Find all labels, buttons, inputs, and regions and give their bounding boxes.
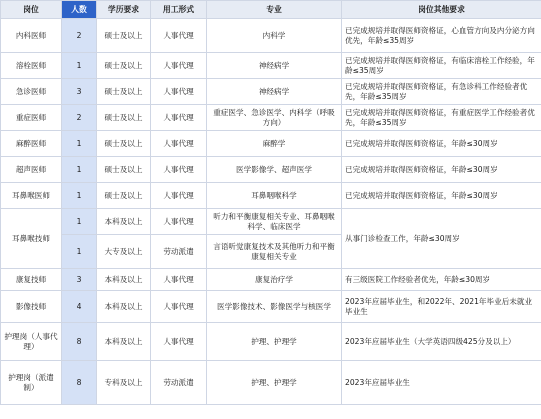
employment-form-cell: 劳动派遣 [151, 361, 207, 405]
education-cell: 硕士及以上 [97, 53, 151, 79]
position-cell: 耳鼻喉医师 [1, 183, 62, 209]
table-row [1, 323, 541, 361]
other-requirements-cell: 已完成规培并取得医师资格证，有急诊科工作经验者优先，年龄≤35周岁 [342, 79, 541, 105]
table-row [1, 105, 541, 131]
employment-form-cell: 人事代理 [151, 53, 207, 79]
table-row [1, 209, 541, 235]
other-requirements-cell: 2023年应届毕业生 [342, 361, 541, 405]
other-requirements-cell: 已完成规培并取得医师资格证，有重症医学工作经验者优先，年龄≤35周岁 [342, 105, 541, 131]
major-cell: 听力和平衡康复相关专业、耳鼻咽喉科学、临床医学 [207, 209, 342, 235]
education-cell: 本科及以上 [97, 209, 151, 235]
headcount-cell: 1 [62, 53, 97, 79]
employment-form-cell: 劳动派遣 [151, 235, 207, 269]
employment-form-cell: 人事代理 [151, 105, 207, 131]
education-cell: 本科及以上 [97, 323, 151, 361]
position-cell: 超声医师 [1, 157, 62, 183]
position-cell: 影像技师 [1, 291, 62, 323]
major-cell: 医学影像技术、影像医学与核医学 [207, 291, 342, 323]
headcount-cell: 8 [62, 361, 97, 405]
header-education: 学历要求 [97, 1, 151, 19]
headcount-cell: 1 [62, 157, 97, 183]
education-cell: 硕士及以上 [97, 183, 151, 209]
major-cell: 神经病学 [207, 53, 342, 79]
position-cell: 溶栓医师 [1, 53, 62, 79]
employment-form-cell: 人事代理 [151, 291, 207, 323]
position-cell: 康复技师 [1, 269, 62, 291]
table-row [1, 157, 541, 183]
major-cell: 耳鼻咽喉科学 [207, 183, 342, 209]
major-cell: 护理、护理学 [207, 323, 342, 361]
other-requirements-cell: 从事门诊检查工作，年龄≤30周岁 [342, 209, 541, 269]
employment-form-cell: 人事代理 [151, 209, 207, 235]
employment-form-cell: 人事代理 [151, 131, 207, 157]
headcount-cell: 1 [62, 183, 97, 209]
employment-form-cell: 人事代理 [151, 183, 207, 209]
table-row [1, 361, 541, 405]
major-cell: 麻醉学 [207, 131, 342, 157]
position-cell: 护理岗（人事代理） [1, 323, 62, 361]
table-row [1, 19, 541, 53]
major-cell: 康复治疗学 [207, 269, 342, 291]
headcount-cell: 3 [62, 79, 97, 105]
education-cell: 硕士及以上 [97, 157, 151, 183]
major-cell: 重症医学、急诊医学、内科学（呼吸方向） [207, 105, 342, 131]
header-employment-form: 用工形式 [151, 1, 207, 19]
headcount-cell: 4 [62, 291, 97, 323]
education-cell: 硕士及以上 [97, 105, 151, 131]
header-other-requirements: 岗位其他要求 [342, 1, 541, 19]
headcount-cell: 1 [62, 131, 97, 157]
position-cell: 麻醉医师 [1, 131, 62, 157]
other-requirements-cell: 已完成规培并取得医师资格证，心血管方向及内分泌方向优先，年龄≤35周岁 [342, 19, 541, 53]
table-row [1, 53, 541, 79]
major-cell: 护理、护理学 [207, 361, 342, 405]
table-row [1, 291, 541, 323]
table-row [1, 79, 541, 105]
education-cell: 硕士及以上 [97, 131, 151, 157]
table-row [1, 183, 541, 209]
major-cell: 言语听觉康复技术及其他听力和平衡康复相关专业 [207, 235, 342, 269]
other-requirements-cell: 已完成规培并取得医师资格证，年龄≤30周岁 [342, 157, 541, 183]
headcount-cell: 2 [62, 19, 97, 53]
employment-form-cell: 人事代理 [151, 79, 207, 105]
table-row [1, 269, 541, 291]
position-cell: 耳鼻喉技师 [1, 209, 62, 269]
education-cell: 大专及以上 [97, 235, 151, 269]
position-cell: 急诊医师 [1, 79, 62, 105]
education-cell: 本科及以上 [97, 269, 151, 291]
employment-form-cell: 人事代理 [151, 19, 207, 53]
headcount-cell: 8 [62, 323, 97, 361]
other-requirements-cell: 2023年应届毕业生，和2022年、2021年毕业后未就业毕业生 [342, 291, 541, 323]
education-cell: 硕士及以上 [97, 19, 151, 53]
other-requirements-cell: 有三级医院工作经验者优先，年龄≤30周岁 [342, 269, 541, 291]
education-cell: 专科及以上 [97, 361, 151, 405]
major-cell: 医学影像学、超声医学 [207, 157, 342, 183]
employment-form-cell: 人事代理 [151, 157, 207, 183]
other-requirements-cell: 2023年应届毕业生（大学英语四级425分及以上） [342, 323, 541, 361]
table-row [1, 131, 541, 157]
headcount-cell: 1 [62, 209, 97, 235]
major-cell: 内科学 [207, 19, 342, 53]
headcount-cell: 1 [62, 235, 97, 269]
position-cell: 内科医师 [1, 19, 62, 53]
other-requirements-cell: 已完成规培并取得医师资格证，年龄≤30周岁 [342, 183, 541, 209]
employment-form-cell: 人事代理 [151, 269, 207, 291]
header-row [1, 1, 541, 19]
employment-form-cell: 人事代理 [151, 323, 207, 361]
header-headcount: 人数 [62, 1, 97, 19]
position-cell: 重症医师 [1, 105, 62, 131]
other-requirements-cell: 已完成规培并取得医师资格证，年龄≤30周岁 [342, 131, 541, 157]
education-cell: 硕士及以上 [97, 79, 151, 105]
headcount-cell: 3 [62, 269, 97, 291]
header-major: 专业 [207, 1, 342, 19]
headcount-cell: 2 [62, 105, 97, 131]
education-cell: 本科及以上 [97, 291, 151, 323]
major-cell: 神经病学 [207, 79, 342, 105]
position-cell: 护理岗（派遣制） [1, 361, 62, 405]
other-requirements-cell: 已完成规培并取得医师资格证，有临床溶栓工作经验，年龄≤35周岁 [342, 53, 541, 79]
header-position: 岗位 [1, 1, 62, 19]
